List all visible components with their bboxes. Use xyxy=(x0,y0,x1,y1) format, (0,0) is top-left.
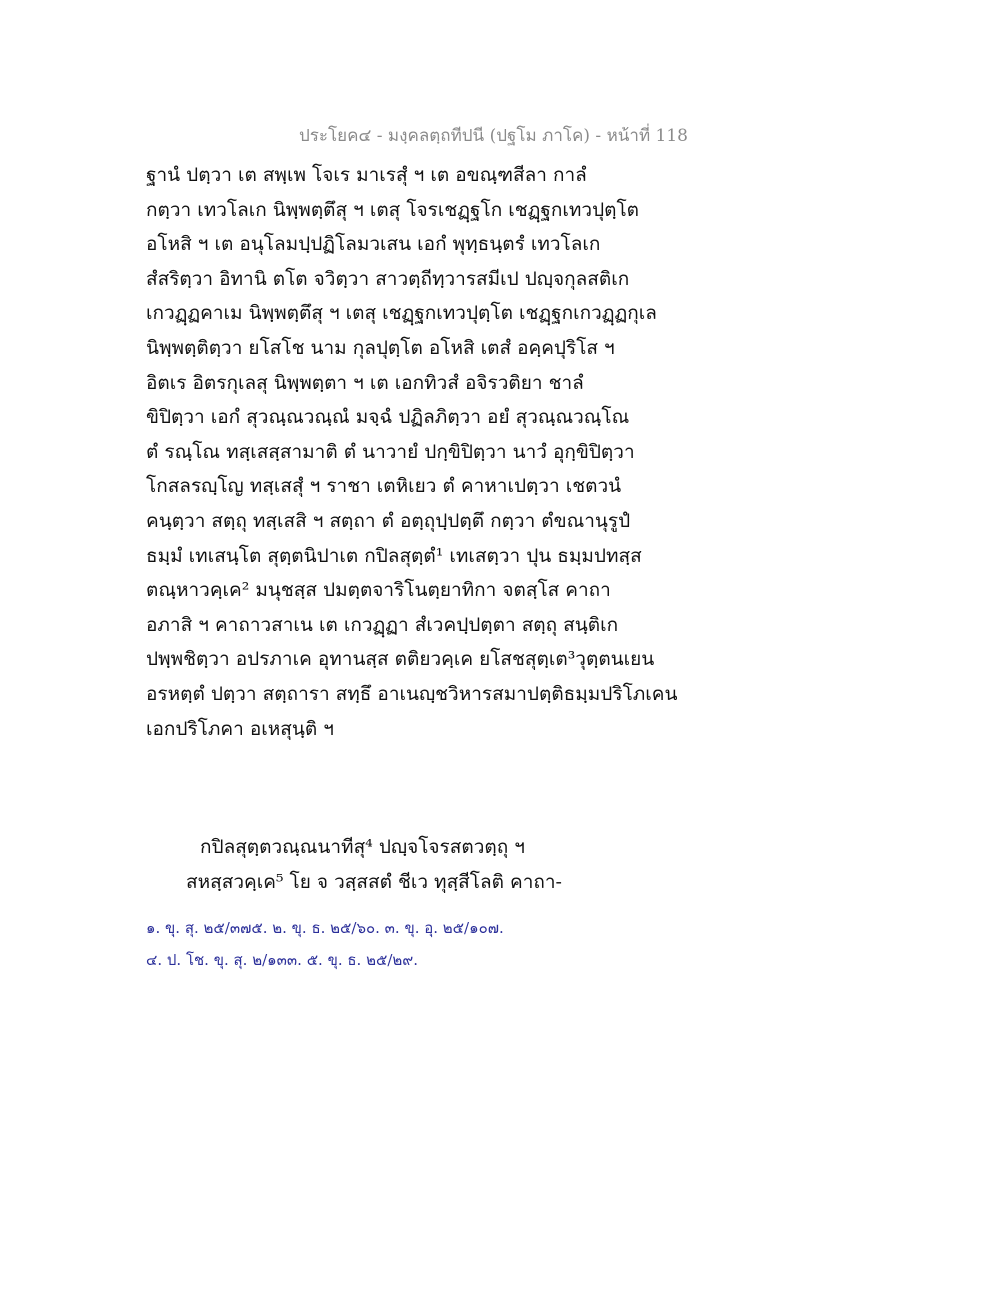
body-line-16: อรหตฺตํ ปตฺวา สตฺถารา สทฺธึ อาเนญฺชวิหารสมาปตฺติธมฺมปริโภเคน xyxy=(146,682,678,705)
body-line-3: อโหสิ ฯ เต อนุโลมปฺปฏิโลมวเสน เอกํ พุทฺธนฺตรํ เทวโลเก xyxy=(146,233,601,256)
body-line-7: อิตเร อิตรกุเลสุ นิพฺพตฺตา ฯ เต เอกทิวสํ อจิรวติยา ชาลํ xyxy=(146,371,584,394)
footnotes xyxy=(146,912,706,976)
body-line-6: นิพฺพตฺติตฺวา ยโสโช นาม กุลปุตฺโต อโหสิ เตสํ อคฺคปุริโส ฯ xyxy=(146,336,615,359)
body-line-1: ฐานํ ปตฺวา เต สพฺเพ โจเร มาเรสุํ ฯ เต อขณฺฑสีลา กาลํ xyxy=(146,164,587,186)
verse-intro-line: สหสฺสวคฺเค⁵ โย จ วสฺสสตํ ชีเว ทุสฺสีโลติ คาถา- xyxy=(186,870,562,893)
body-line-9: ตํ รณฺโณ ทสฺเสสฺสามาติ ตํ นาวายํ ปกฺขิปิตฺวา นาวํ อุกฺขิปิตฺวา xyxy=(146,440,635,463)
body-line-13: ตณฺหาวคฺเค² มนุชสฺส ปมตฺตจาริโนตฺยาทิกา จตสฺโส คาถา xyxy=(146,579,611,602)
body-line-8: ขิปิตฺวา เอกํ สุวณฺณวณฺณํ มจฺฉํ ปฏิลภิตฺวา อยํ สุวณฺณวณฺโณ xyxy=(146,406,630,429)
body-line-5: เกวฏฺฏคาเม นิพฺพตฺตึสุ ฯ เตสุ เชฏฺฐกเทวปุตฺโต เชฏฺฐกเกวฏฺฏกุเล xyxy=(146,302,657,325)
footnote-line-1: ๑. ขุ. สุ. ๒๕/๓๗๕. ๒. ขุ. ธ. ๒๕/๖๐. ๓. ขุ. อุ. ๒๕/๑๐๗. xyxy=(146,919,504,937)
running-header: ประโยค๔ - มงฺคลตฺถทีปนี (ปฐโม ภาโค) - หน้าที่ 118 xyxy=(299,126,688,146)
body-line-11: คนฺตฺวา สตฺถุ ทสฺเสสิ ฯ สตฺถา ตํ อตฺถุปฺปตฺตึ กตฺวา ตํขณานุรูปํ xyxy=(146,509,631,532)
body-line-14: อภาสิ ฯ คาถาวสาเน เต เกวฏฺฏา สํเวคปฺปตฺตา สตฺถุ สนฺติเก xyxy=(146,613,619,636)
footnote-line-2: ๔. ป. โช. ขุ. สุ. ๒/๑๓๓. ๕. ขุ. ธ. ๒๕/๒๙. xyxy=(146,951,419,969)
section-caption: กปิลสุตฺตวณฺณนาทีสุ⁴ ปญฺจโจรสตวตฺถุ ฯ xyxy=(200,836,525,858)
verse-section xyxy=(146,830,706,899)
body-line-10: โกสลรญฺโญ ทสฺเสสุํ ฯ ราชา เตหิเยว ตํ คาหาเปตฺวา เชตวนํ xyxy=(146,475,622,498)
body-line-2: กตฺวา เทวโลเก นิพฺพตฺตึสุ ฯ เตสุ โจรเชฏฺฐโก เชฏฺฐกเทวปุตฺโต xyxy=(146,198,640,221)
body-line-12: ธมฺมํ เทเสนฺโต สุตฺตนิปาเต กปิลสุตฺตํ¹ เทเสตฺวา ปุน ธมฺมปทสฺส xyxy=(146,544,642,567)
body-line-15: ปพฺพชิตฺวา อปรภาเค อุทานสฺส ตติยวคฺเค ยโสชสุตฺเต³วุตฺตนเยน xyxy=(146,648,655,671)
body-line-17: เอกปริโภคา อเหสุนฺติ ฯ xyxy=(146,717,334,740)
body-line-4: สํสริตฺวา อิทานิ ตโต จวิตฺวา สาวตฺถีทฺวารสมีเป ปญฺจกุลสติเก xyxy=(146,267,630,290)
body-text xyxy=(146,158,706,746)
